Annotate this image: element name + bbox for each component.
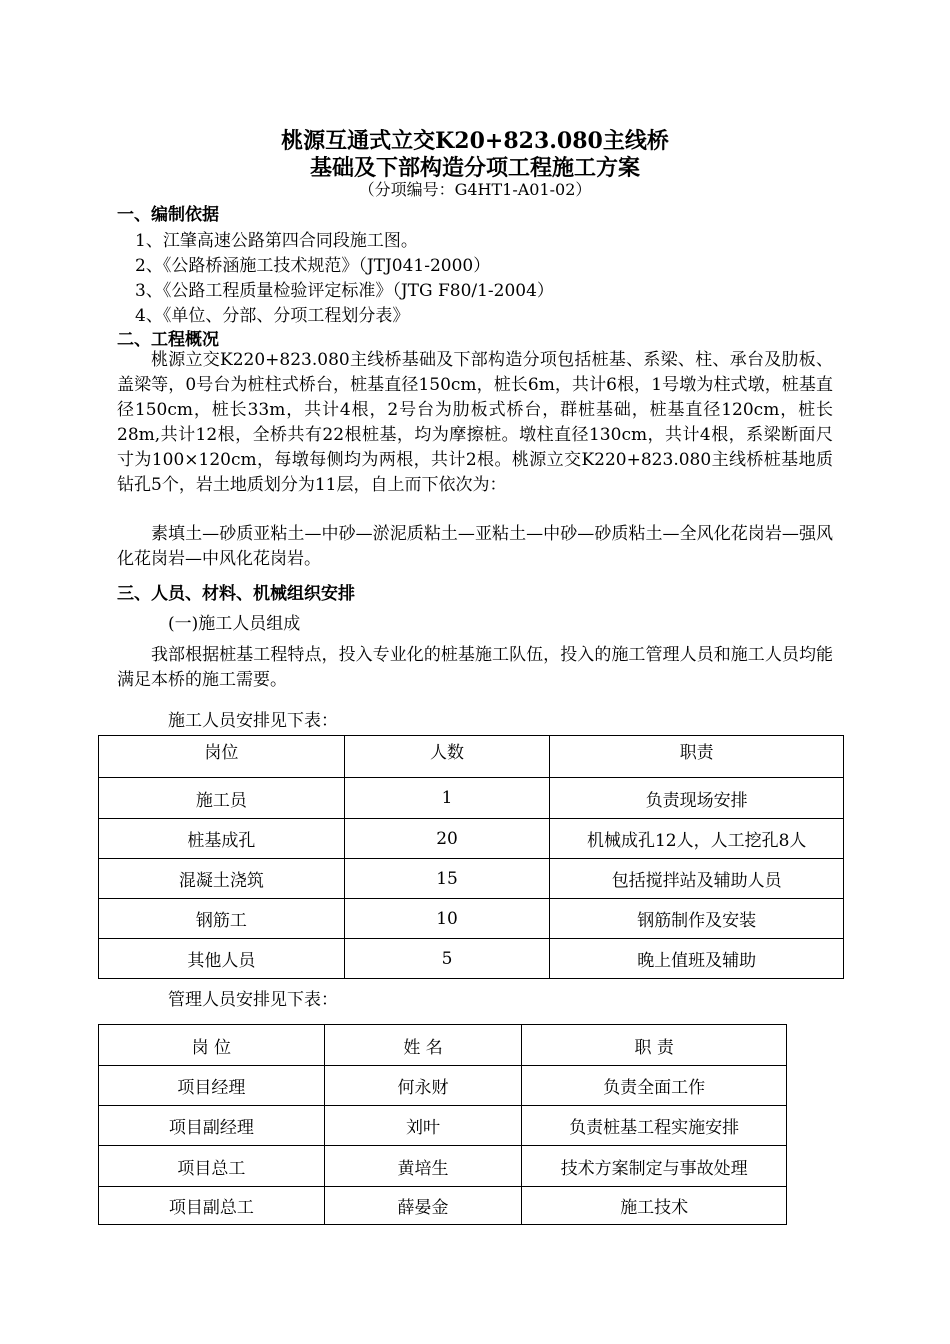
table-header-cell: 人数 [344,736,550,778]
table-cell: 负责现场安排 [550,778,844,819]
section-1-heading: 一、编制依据 [117,205,219,225]
table-cell: 刘叶 [324,1106,522,1146]
table-cell: 晚上值班及辅助 [550,939,844,979]
table-row [99,778,844,819]
table-cell: 项目总工 [99,1146,325,1187]
document-subtitle: （分项编号：G4HT1-A01-02） [358,180,592,199]
table-cell: 1 [344,778,550,819]
table-row [99,1066,787,1106]
table-cell: 黄培生 [324,1146,522,1187]
table-header-cell: 岗位 [99,736,345,778]
basis-item: 2、《公路桥涵施工技术规范》（JTJ041-2000） [135,256,491,276]
table-cell: 桩基成孔 [99,819,345,859]
table-header-cell: 职责 [550,736,844,778]
table-cell: 项目副总工 [99,1187,325,1225]
table-cell: 机械成孔12人，人工挖孔8人 [550,819,844,859]
table-cell: 5 [344,939,550,979]
table-header-row [99,1025,787,1066]
section-3-heading: 三、人员、材料、机械组织安排 [117,584,355,604]
table-cell: 15 [344,859,550,899]
table-1-caption: 施工人员安排见下表： [168,711,338,731]
document-title-line-1: 桃源互通式立交K20+823.080主线桥 [281,128,669,154]
table-cell: 项目经理 [99,1066,325,1106]
table-cell: 10 [344,899,550,939]
table-row [99,939,844,979]
table-header-cell: 职 责 [522,1025,787,1066]
subsection-heading: (一)施工人员组成 [168,614,301,634]
table-cell: 20 [344,819,550,859]
table-row [99,859,844,899]
overview-paragraph: 桃源立交K220+823.080主线桥基础及下部构造分项包括桩基、系梁、柱、承台及肋板、盖梁等，0号台为桩柱式桥台，桩基直径150cm，桩长6m，共计6根，1号墩为柱式墩，桩基直径150cm，桩长33m，共计4根，2号台为肋板式桥台，群桩基础，桩基直径120cm，桩长28m,共计12根，全桥共有22根桩基，均为摩擦桩。墩柱直径130cm，共计4根，系梁断面尺寸为100×120cm，每墩每侧均为两根，共计2根。桃源立交K220+823.080主线桥桩基地质钻孔5个，岩土地质划分为11层，自上而下依次为： [117,350,833,495]
table-cell: 包括搅拌站及辅助人员 [550,859,844,899]
document-title-line-2: 基础及下部构造分项工程施工方案 [309,155,640,181]
management-staff-table [98,1024,787,1225]
section-2-heading: 二、工程概况 [117,330,219,350]
table-header-row [99,736,844,778]
table-row [99,1106,787,1146]
construction-staff-table [98,735,844,979]
table-row [99,1146,787,1187]
table-cell: 钢筋工 [99,899,345,939]
table-row [99,819,844,859]
basis-item: 1、江肇高速公路第四合同段施工图。 [135,231,418,251]
table-cell: 施工技术 [522,1187,787,1225]
basis-item: 3、《公路工程质量检验评定标准》（JTG F80/1-2004） [135,281,554,301]
table-2-caption: 管理人员安排见下表： [168,990,338,1010]
staff-paragraph: 我部根据桩基工程特点，投入专业化的桩基施工队伍，投入的施工管理人员和施工人员均能满足本桥的施工需要。 [117,645,833,690]
table-cell: 施工员 [99,778,345,819]
table-header-cell: 岗 位 [99,1025,325,1066]
table-cell: 薛晏金 [324,1187,522,1225]
table-cell: 其他人员 [99,939,345,979]
table-cell: 混凝土浇筑 [99,859,345,899]
table-cell: 负责全面工作 [522,1066,787,1106]
table-cell: 负责桩基工程实施安排 [522,1106,787,1146]
table-cell: 技术方案制定与事故处理 [522,1146,787,1187]
table-cell: 钢筋制作及安装 [550,899,844,939]
table-row [99,1187,787,1225]
table-cell: 项目副经理 [99,1106,325,1146]
table-cell: 何永财 [324,1066,522,1106]
table-header-cell: 姓 名 [324,1025,522,1066]
table-row [99,899,844,939]
geology-paragraph: 素填土—砂质亚粘土—中砂—淤泥质粘土—亚粘土—中砂—砂质粘土—全风化花岗岩—强风化花岗岩—中风化花岗岩。 [117,524,833,569]
basis-item: 4、《单位、分部、分项工程划分表》 [135,306,410,326]
